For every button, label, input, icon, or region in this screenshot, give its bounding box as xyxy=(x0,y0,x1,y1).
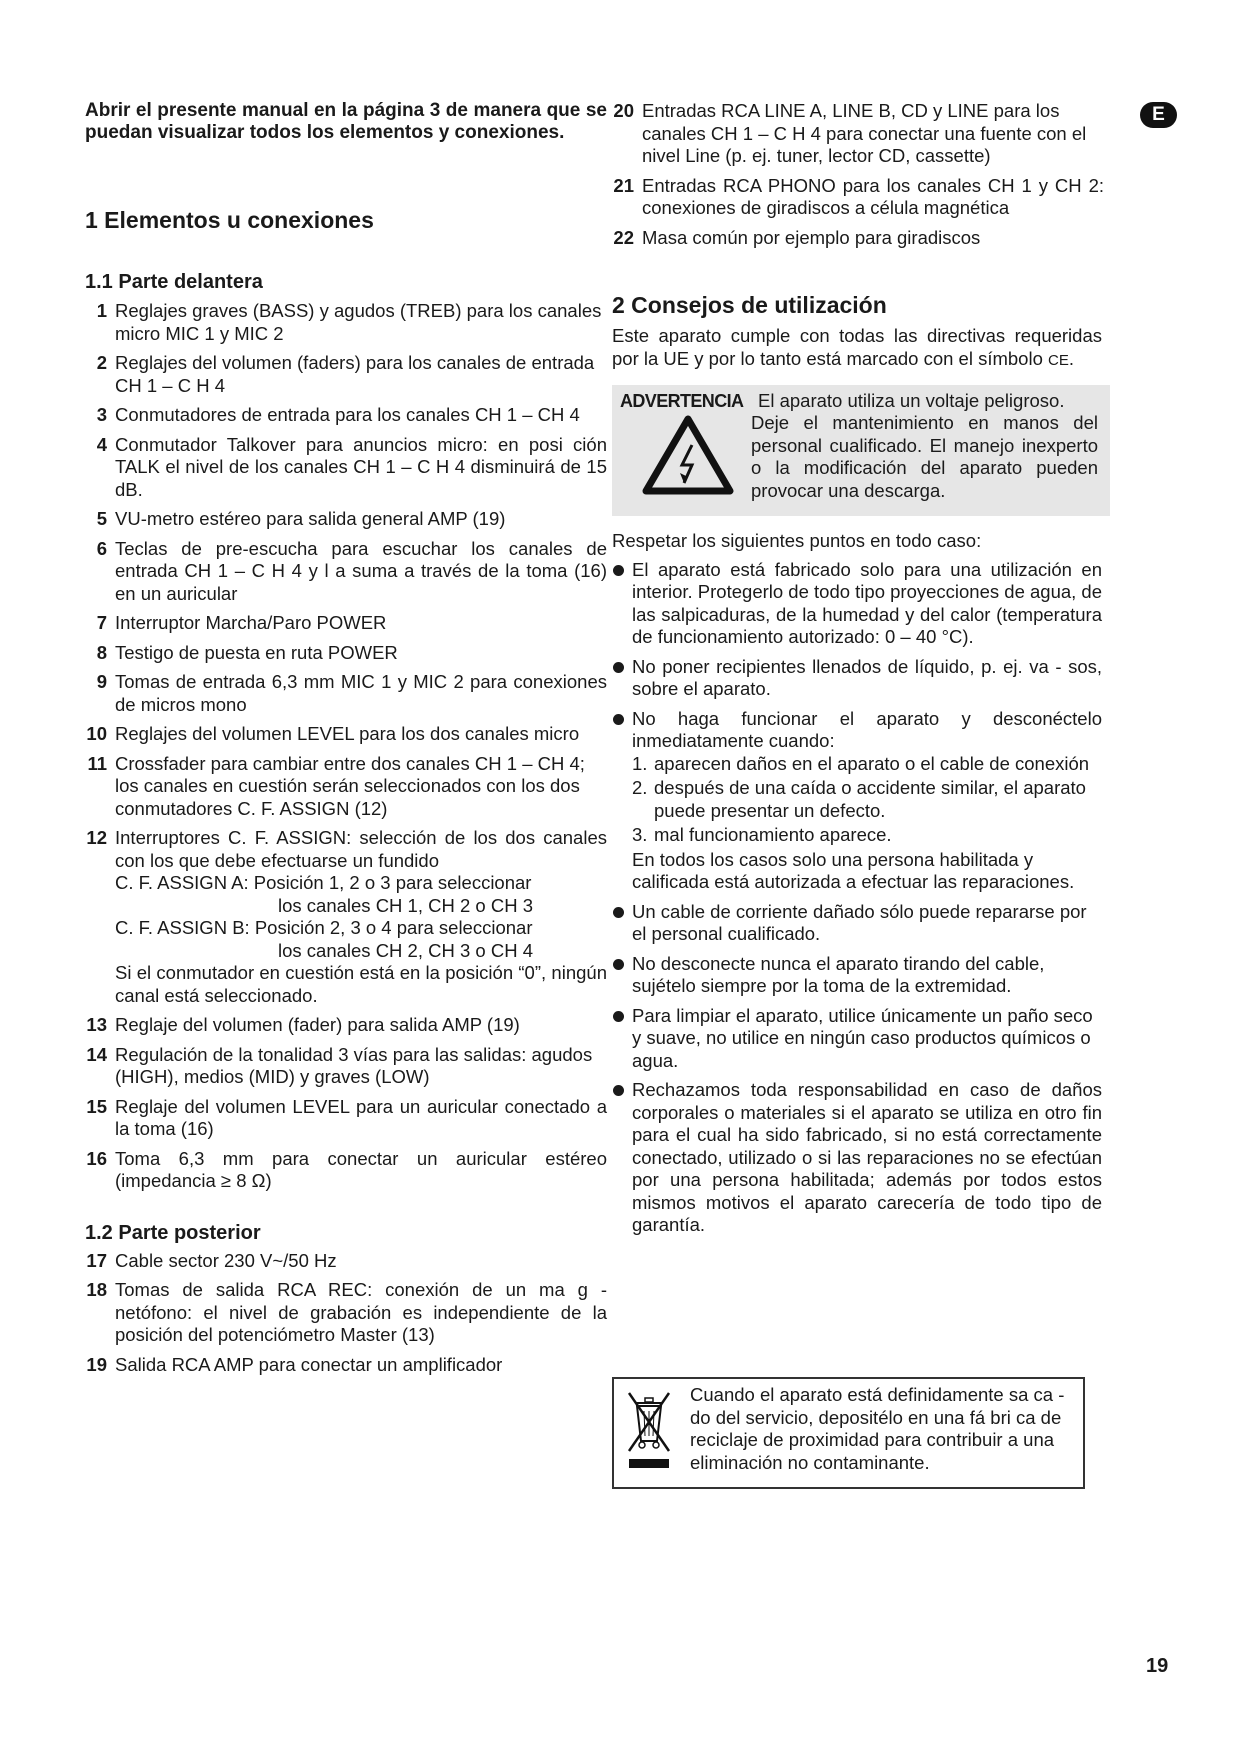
recycling-box xyxy=(612,1377,1085,1489)
warning-box xyxy=(612,385,1110,516)
warning-text: Deje el mantenimiento en manos del personal cualificado. El manejo inexperto o la modificación del aparato pueden provocar una descarga. xyxy=(751,412,1098,501)
list-item: 4 Conmutador Talkover para anuncios micro: en posi ción TALK el nivel de los canales CH 1 – C H 4 disminuirá de 15 dB. xyxy=(96,433,607,500)
list-item: No desconecte nunca el aparato tirando del cable, sujételo siempre por la toma de la extremidad. xyxy=(612,953,1102,998)
list-item: 5 VU-metro estéreo para salida general AMP (19) xyxy=(96,508,506,529)
list-item: 14 Regulación de la tonalidad 3 vías para las salidas: agudos (HIGH), medios (MID) y graves (LOW) xyxy=(86,1043,593,1087)
rear-items-right-list xyxy=(612,100,1114,249)
safety-bullets xyxy=(612,559,1102,1237)
recycling-text: Cuando el aparato está definidamente sa ca - do del servicio, depositélo en una fá bri ca de reciclaje de proximidad para contribuir a una eliminación no contaminante. xyxy=(690,1384,1065,1473)
ce-mark: CE xyxy=(1048,351,1069,369)
list-item: 18 Tomas de salida RCA REC: conexión de un ma g - netófono: el nivel de grabación es independiente de la posición del potenciómetro Master (13) xyxy=(86,1279,607,1345)
respect-text: Respetar los siguientes puntos en todo caso: xyxy=(612,530,982,551)
list-item: 1 Reglajes graves (BASS) y agudos (TREB) para los canales micro MIC 1 y MIC 2 xyxy=(96,300,602,344)
list-item: 1. aparecen daños en el aparato o el cable de conexión xyxy=(632,752,1090,774)
section2-title: 2 Consejos de utilización xyxy=(612,292,887,318)
intro-paragraph: Abrir el presente manual en la página 3 de manera que se puedan visualizar todos los elementos y conexiones. xyxy=(85,100,607,143)
right-column xyxy=(612,100,1114,1244)
conditions-list xyxy=(612,753,1102,894)
list-item: 22 Masa común por ejemplo para giradiscos xyxy=(613,226,981,248)
list-item: 8 Testigo de puesta en ruta POWER xyxy=(96,641,398,663)
list-item: No haga funcionar el aparato y desconéctelo inmediatamente cuando: xyxy=(612,708,1102,753)
ce-paragraph: Este aparato cumple con todas las directivas requeridas por la UE y por lo tanto está marcado con el símbolo CE. xyxy=(612,325,1102,369)
list-item: El aparato está fabricado solo para una utilización en interior. Protegerlo de todo tipo proyecciones de agua, de las salpicaduras, de la humedad y del calor (temperatura de funcionamiento autorizado: 0 – 40 °C). xyxy=(612,559,1102,649)
list-item: 10 Reglajes del volumen LEVEL para los dos canales micro xyxy=(86,723,580,744)
list-item: Un cable de corriente dañado sólo puede repararse por el personal cualificado. xyxy=(612,901,1102,946)
list-item: 3. mal funcionamiento aparece. xyxy=(632,824,892,845)
list-item: 7 Interruptor Marcha/Paro POWER xyxy=(96,612,387,633)
list-item: 2. después de una caída o accidente similar, el aparato puede presentar un defecto. xyxy=(632,777,1086,821)
list-item: 16 Toma 6,3 mm para conectar un auricular estéreo (impedancia ≥ 8 Ω) xyxy=(86,1147,607,1191)
list-item: 20 Entradas RCA LINE A, LINE B, CD y LINE para los canales CH 1 – C H 4 para conectar una fuente con el nivel Line (p. ej. tuner, lector CD, cassette) xyxy=(613,100,1087,166)
list-item: 9 Tomas de entrada 6,3 mm MIC 1 y MIC 2 para conexiones de micros mono xyxy=(96,671,607,715)
left-column xyxy=(85,100,607,1383)
list-item: 15 Reglaje del volumen LEVEL para un auricular conectado a la toma (16) xyxy=(86,1095,607,1139)
front-title: 1.1 Parte delantera xyxy=(85,271,263,293)
warning-label: ADVERTENCIA xyxy=(620,391,744,411)
list-item: 6 Teclas de pre-escucha para escuchar los canales de entrada CH 1 – C H 4 y l a suma a través de la toma (16) en un auricular xyxy=(96,537,607,604)
front-items-list xyxy=(85,300,607,1193)
language-badge: E xyxy=(1140,102,1177,128)
list-item: 3 Conmutadores de entrada para los canales CH 1 – CH 4 xyxy=(96,404,580,425)
rear-title: 1.2 Parte posterior xyxy=(85,1221,261,1244)
warning-first-line: El aparato utiliza un voltaje peligroso. xyxy=(758,390,1065,411)
high-voltage-warning-icon xyxy=(642,415,734,495)
section1-title: 1 Elementos u conexiones xyxy=(85,207,374,233)
list-item: 21 Entradas RCA PHONO para los canales CH 1 y CH 2: conexiones de giradiscos a célula magnética xyxy=(613,174,1104,218)
list-item: Para limpiar el aparato, utilice únicamente un paño seco y suave, no utilice en ningún caso productos químicos o agua. xyxy=(612,1005,1102,1073)
page-number: 19 xyxy=(1146,1655,1169,1677)
list-item-12: 12 Interruptores C. F. ASSIGN: selección de los dos canales con los que debe efectuarse un fundido C. F. ASSIGN A: Posición 1, 2 o 3 para seleccionar los canales CH 1, CH 2 o CH 3 C. F. ASSIGN B: Posición 2, 3 o 4 para seleccionar los canales CH 2, CH 3 o CH 4 Si el conmutador en cuestión está en la posición “0”, ningún canal está seleccionado. xyxy=(86,827,607,1006)
list-item: Rechazamos toda responsabilidad en caso de daños corporales o materiales si el aparato se utiliza en otro fin para el cual ha sido fabricado, si no está correctamente conectado, utilizado o si las reparaciones no se efectúan por una persona habilitada; además por todos estos mismos motivos el aparato carecería de todo tipo de garantía. xyxy=(612,1079,1102,1237)
list-item: No poner recipientes llenados de líquido, p. ej. va - sos, sobre el aparato. xyxy=(612,656,1102,701)
list-item: 19 Salida RCA AMP para conectar un amplificador xyxy=(86,1353,503,1375)
list-item: 11 Crossfader para cambiar entre dos canales CH 1 – CH 4; los canales en cuestión serán seleccionados con los dos conmutadores C. F. ASSIGN (12) xyxy=(87,752,585,819)
list-item: 17 Cable sector 230 V~/50 Hz xyxy=(86,1249,337,1271)
list-item: 2 Reglajes del volumen (faders) para los canales de entrada CH 1 – C H 4 xyxy=(96,352,595,396)
rear-items-list xyxy=(85,1250,607,1377)
conditions-note: En todos los casos solo una persona habilitada y calificada está autorizada a efectuar las reparaciones. xyxy=(632,848,1075,892)
crossed-bin-icon xyxy=(626,1389,672,1475)
list-item: 13 Reglaje del volumen (fader) para salida AMP (19) xyxy=(86,1014,520,1035)
